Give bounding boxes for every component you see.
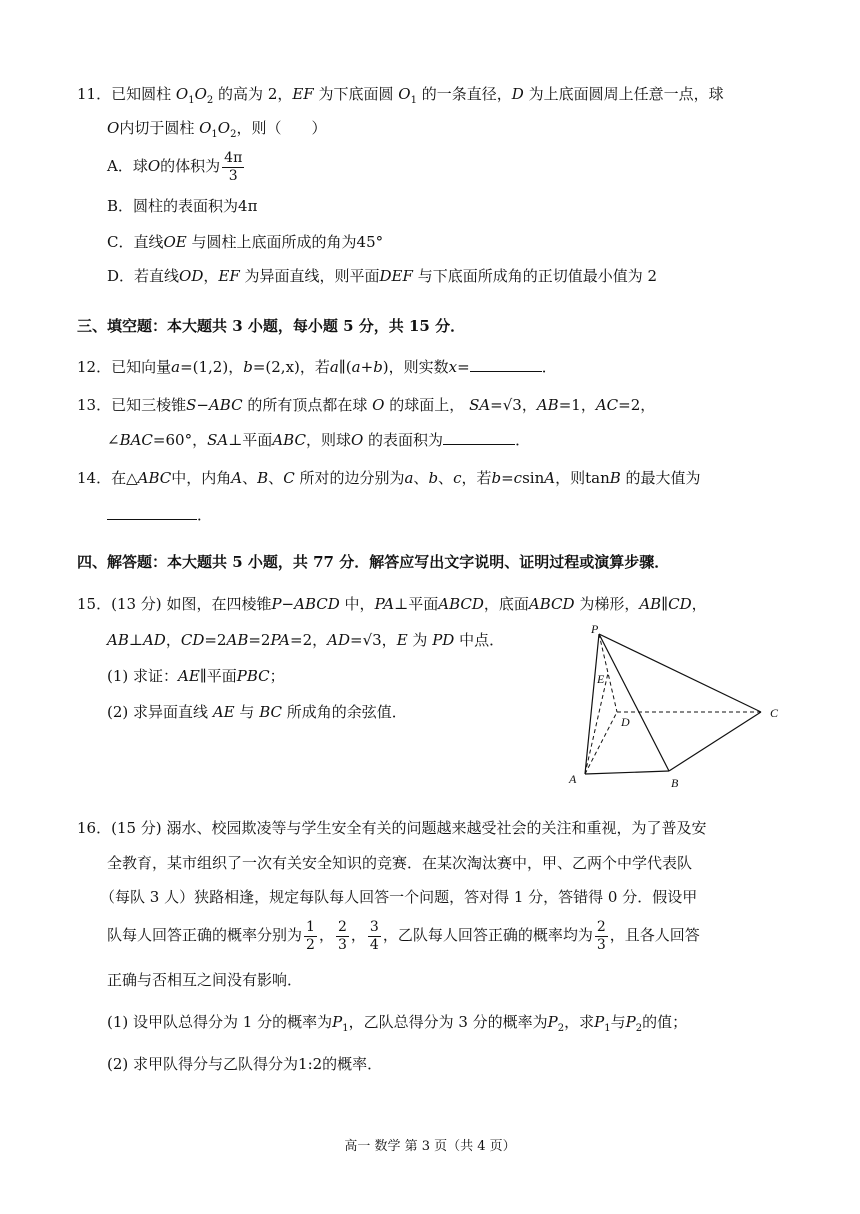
q13-line1: 13．已知三棱锥S−ABC 的所有顶点都在球 O 的球面上， SA=√3，AB=1，AC=2， [77,396,656,414]
q11-option-c: C．直线OE 与圆柱上底面所成的角为45° [107,233,384,251]
edge-ab [585,771,669,774]
q16-part1: (1) 设甲队总得分为 1 分的概率为$P_1$，乙队总得分为 3 分的概率为$P_2$，求$P_1$与$P_2$的值； [107,1013,688,1034]
label-e: E [597,672,605,686]
q16-line4: 队每人回答正确的概率分别为 $\frac{1}{2}$ ， $\frac{2}{3}$ ， $\frac{3}{4}$ ，乙队每人回答正确的概率均为 $\frac{2}{3}$ ，且各人回答 [107,918,700,953]
page-footer: 高一 数学 第 3 页（共 4 页） [344,1139,516,1154]
label-b: B [671,776,679,790]
section-3-heading: 三、填空题：本大题共 3 小题，每小题 5 分，共 15 分． [77,317,466,335]
label-d: D [621,715,630,729]
q11-option-a: A．球O的体积为 $\frac{4\pi}{3}$ [107,149,243,184]
q15-part1: (1) 求证：AE∥平面PBC； [107,667,285,685]
q11-line2: O内切于圆柱 $O_1O_2$，则（ ） [107,119,327,140]
q12: 12．已知向量a=(1,2)，b=(2,x)，若a∥(a+b)，则实数x= ． [77,358,557,376]
q16-line1: 16．(15 分) 溺水、校园欺凌等与学生安全有关的问题越来越受社会的关注和重视，为了普及安 [77,819,707,837]
edge-pc [599,634,761,712]
q14-line1: 14．在△ABC中，内角A、B、C 所对的边分别为a、b、c，若b=csinA，则tanB 的最大值为 [77,469,701,487]
section-4-heading: 四、解答题：本大题共 5 小题，共 77 分．解答应写出文字说明、证明过程或演算步骤． [77,553,670,571]
q14-line2: ． [107,505,212,525]
edge-pa [585,634,599,774]
q16-part2: (2) 求甲队得分与乙队得分为1:2的概率． [107,1055,383,1073]
label-a: A [569,772,577,786]
edge-bc [669,712,761,771]
q15-line1: 15．(13 分) 如图，在四棱锥P−ABCD 中，PA⊥平面ABCD，底面ABCD 为梯形，AB∥CD， [77,595,707,613]
label-p: P [591,622,599,636]
q16-line5: 正确与否相互之间没有影响． [107,971,303,989]
q11-line1: 11．已知圆柱 $O_1O_2$ 的高为 2，EF 为下底面圆 $O_1$ 的一条直径，D 为上底面圆周上任意一点，球 [77,85,724,106]
q11-option-d: D．若直线OD，EF 为异面直线，则平面DEF 与下底面所成角的正切值最小值为 2 [107,267,658,285]
q13-answer-blank[interactable] [443,430,515,445]
q12-answer-blank[interactable] [470,357,542,372]
label-c: C [770,706,779,720]
pyramid-figure [565,620,795,795]
q15-part2: (2) 求异面直线 AE 与 BC 所成角的余弦值． [107,703,407,721]
q15-line2: AB⊥AD，CD=2AB=2PA=2，AD=√3，E 为 PD 中点． [107,631,505,649]
q14-answer-blank[interactable] [107,505,197,520]
segment-ae [585,673,608,774]
q16-line2: 全教育，某市组织了一次有关安全知识的竞赛．在某次淘汰赛中，甲、乙两个中学代表队 [107,854,693,872]
q11-option-b: B．圆柱的表面积为4π [107,197,258,215]
q16-line3: （每队 3 人）狭路相逢，规定每队每人回答一个问题，答对得 1 分，答错得 0 分．假设甲 [100,888,698,906]
q13-line2: ∠BAC=60°，SA⊥平面ABC，则球O 的表面积为 ． [107,431,531,449]
edge-pb [599,634,669,771]
